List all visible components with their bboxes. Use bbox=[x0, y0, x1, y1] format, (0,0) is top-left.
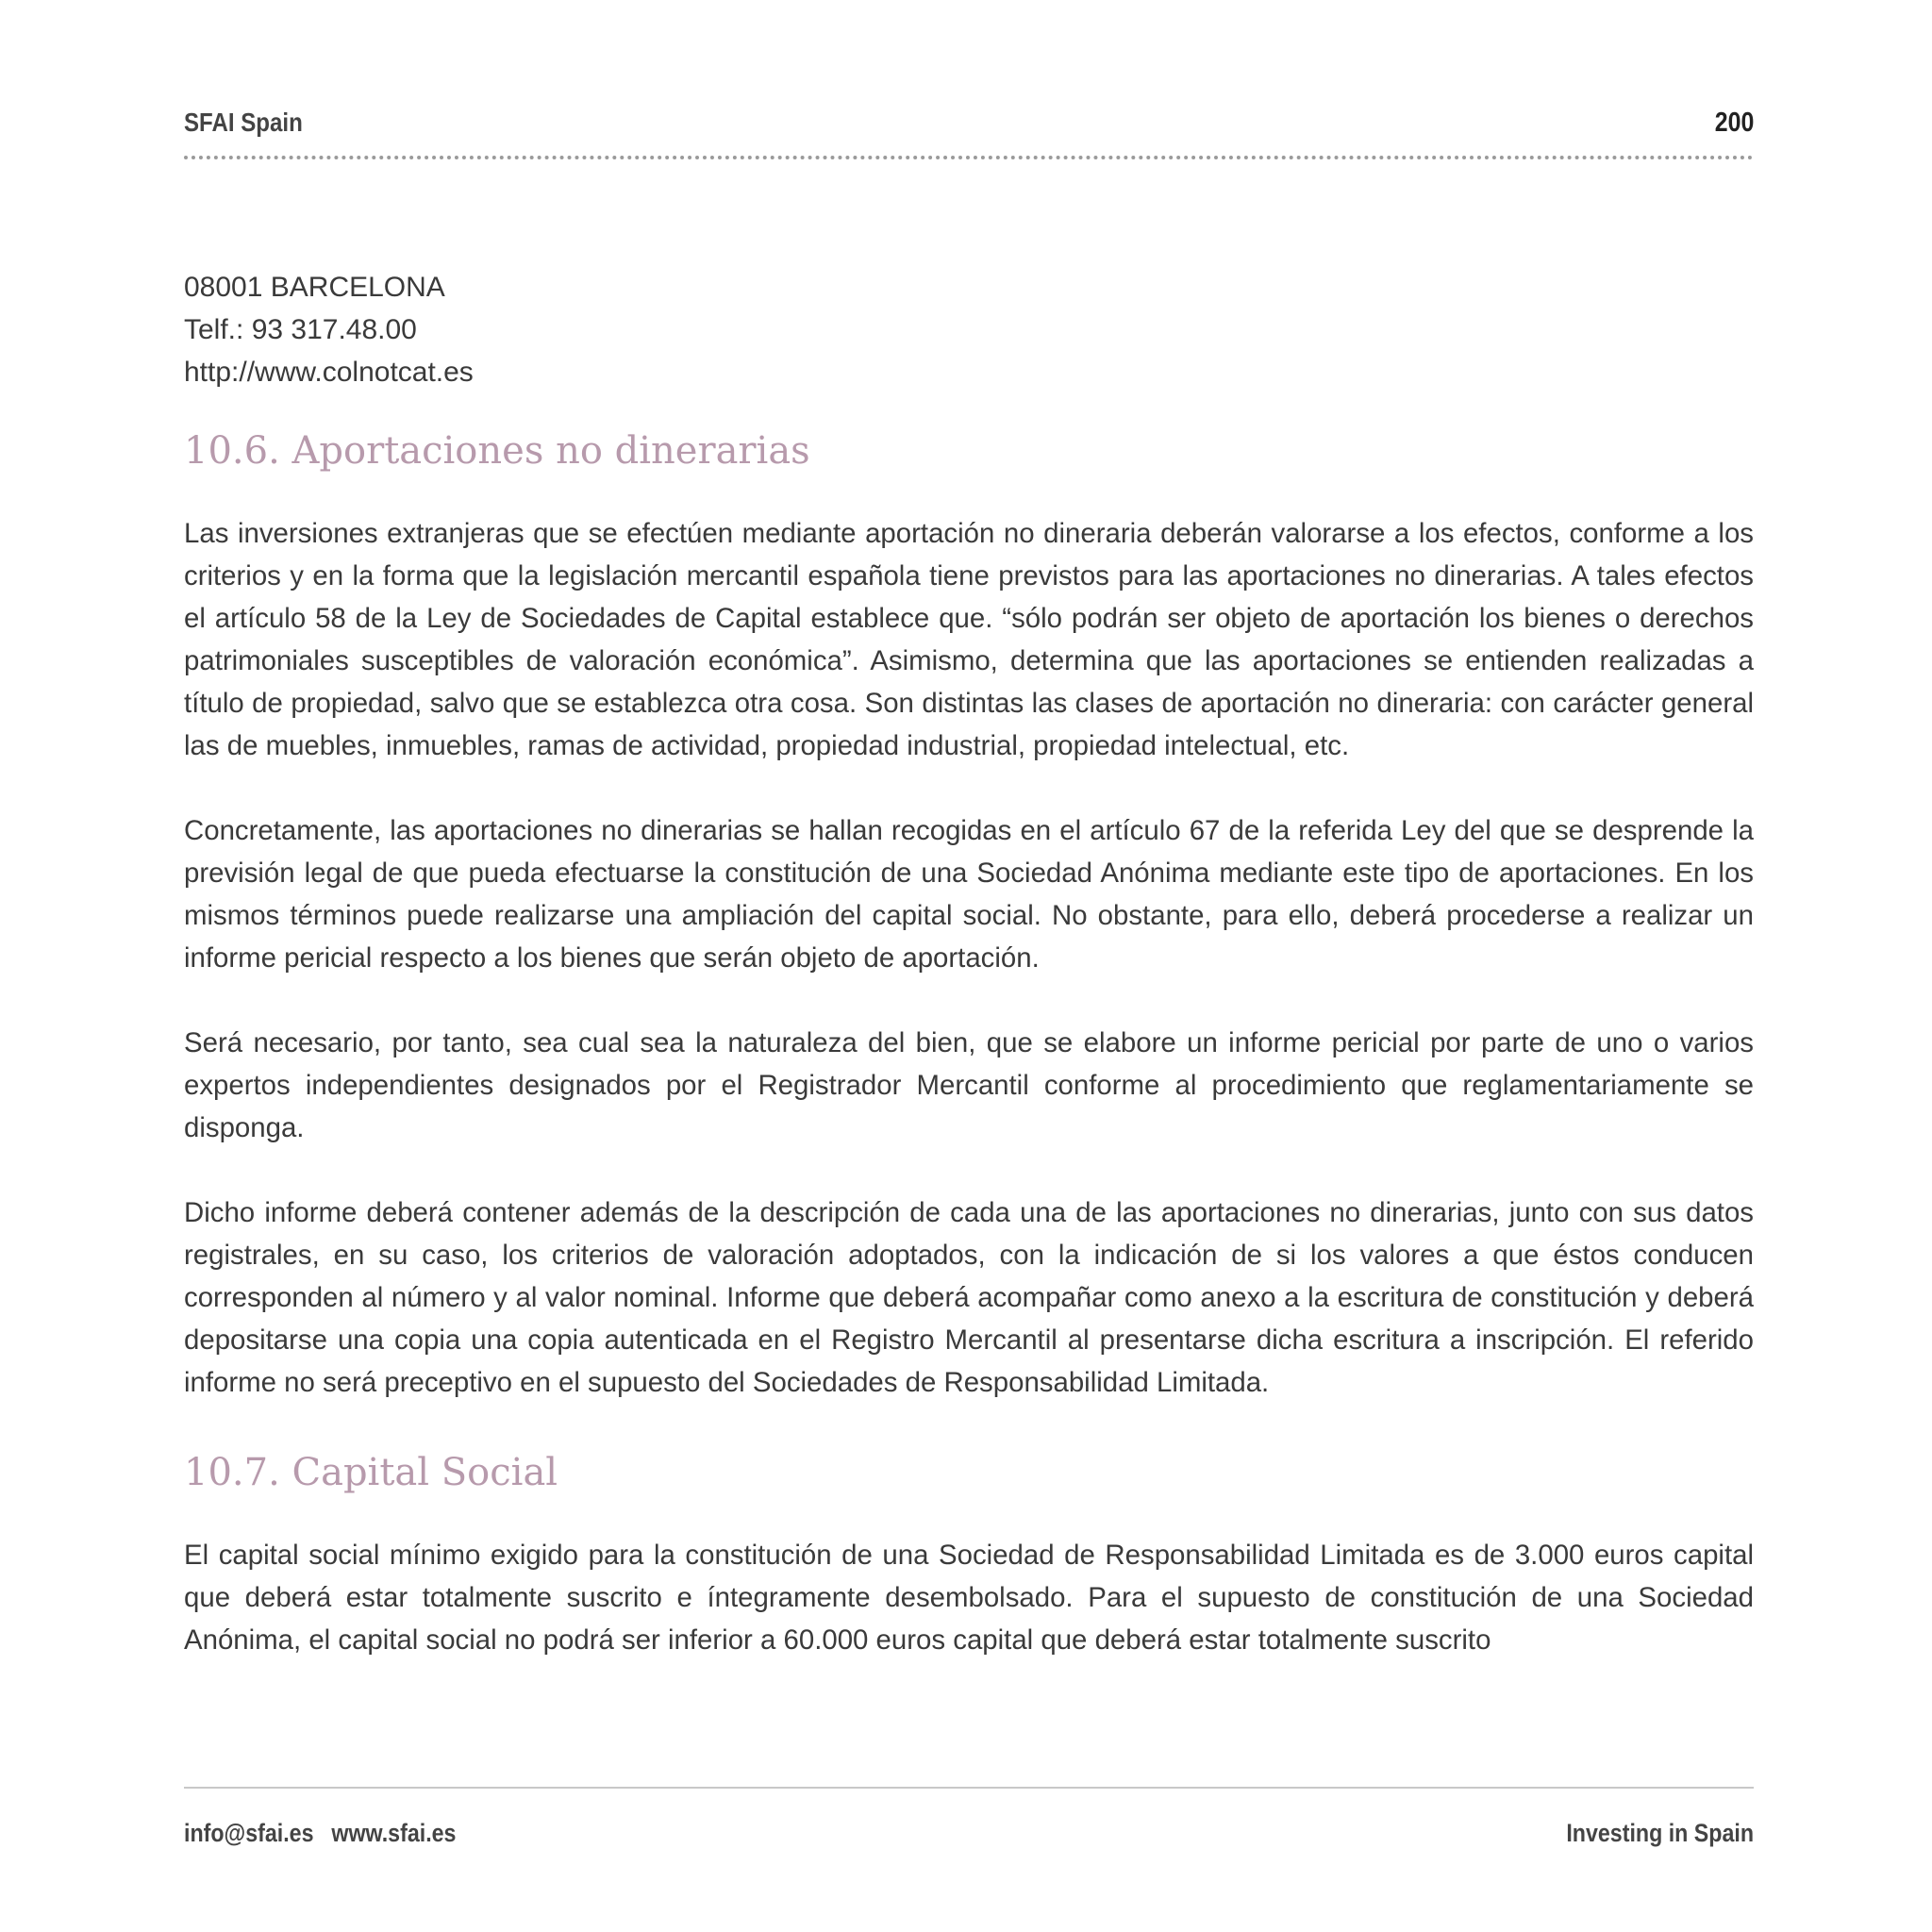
footer-email: info@sfai.es bbox=[184, 1819, 314, 1847]
address-phone: Telf.: 93 317.48.00 bbox=[184, 314, 417, 345]
address-block bbox=[184, 266, 1754, 393]
paragraph: Será necesario, por tanto, sea cual sea la naturaleza del bien, que se elabore un informe pericial por parte de uno o varios expertos independientes designados por el Registrador Mercantil conforme al procedimiento que reglamentariamente se disponga. bbox=[184, 1027, 1754, 1143]
footer-title: Investing in Spain bbox=[1566, 1819, 1754, 1847]
footer-divider bbox=[184, 1787, 1754, 1789]
footer-website: www.sfai.es bbox=[331, 1819, 457, 1847]
paragraph: El capital social mínimo exigido para la constitución de una Sociedad de Responsabilidad Limitada es de 3.000 euros capital que deberá estar totalmente suscrito e íntegramente desembolsado. Para el supuesto de constitución de una Sociedad Anónima, el capital social no podrá ser inferior a 60.000 euros capital que deberá estar totalmente suscrito bbox=[184, 1540, 1754, 1656]
paragraph: Las inversiones extranjeras que se efectúen mediante aportación no dineraria deberán valorarse a los efectos, conforme a los criterios y en la forma que la legislación mercantil española tiene previstos para las aportaciones no dinerarias. A tales efectos el artículo 58 de la Ley de Sociedades de Capital establece que. “sólo podrán ser objeto de aportación los bienes o derechos patrimoniales susceptibles de valoración económica”. Asimismo, determina que las aportaciones se entienden realizadas a título de propiedad, salvo que se establezca otra cosa. Son distintas las clases de aportación no dineraria: con carácter general las de muebles, inmuebles, ramas de actividad, propiedad industrial, propiedad intelectual, etc. bbox=[184, 518, 1754, 761]
paragraph: Dicho informe deberá contener además de la descripción de cada una de las aportaciones no dinerarias, junto con sus datos registrales, en su caso, los criterios de valoración adoptados, con la indicación de si los valores a que éstos conducen corresponden al número y al valor nominal. Informe que deberá acompañar como anexo a la escritura de constitución y deberá depositarse una copia una copia autenticada en el Registro Mercantil al presentarse dicha escritura a inscripción. El referido informe no será preceptivo en el supuesto del Sociedades de Responsabilidad Limitada. bbox=[184, 1197, 1754, 1398]
page-content bbox=[184, 266, 1754, 1661]
section-heading-capital-social: 10.7. Capital Social bbox=[184, 1451, 558, 1494]
page-header bbox=[184, 108, 1754, 145]
header-divider bbox=[184, 156, 1754, 159]
header-brand: SFAI Spain bbox=[184, 108, 303, 137]
address-website: http://www.colnotcat.es bbox=[184, 357, 474, 388]
section-heading-aportaciones: 10.6. Aportaciones no dinerarias bbox=[184, 429, 810, 473]
page-number: 200 bbox=[1714, 108, 1754, 138]
page-footer bbox=[184, 1819, 1754, 1853]
address-city: 08001 BARCELONA bbox=[184, 272, 445, 303]
footer-contact bbox=[184, 1819, 474, 1848]
paragraph: Concretamente, las aportaciones no dinerarias se hallan recogidas en el artículo 67 de la referida Ley del que se desprende la previsión legal de que pueda efectuarse la constitución de una Sociedad Anónima mediante este tipo de aportaciones. En los mismos términos puede realizarse una ampliación del capital social. No obstante, para ello, deberá procederse a realizar un informe pericial respecto a los bienes que serán objeto de aportación. bbox=[184, 815, 1754, 974]
